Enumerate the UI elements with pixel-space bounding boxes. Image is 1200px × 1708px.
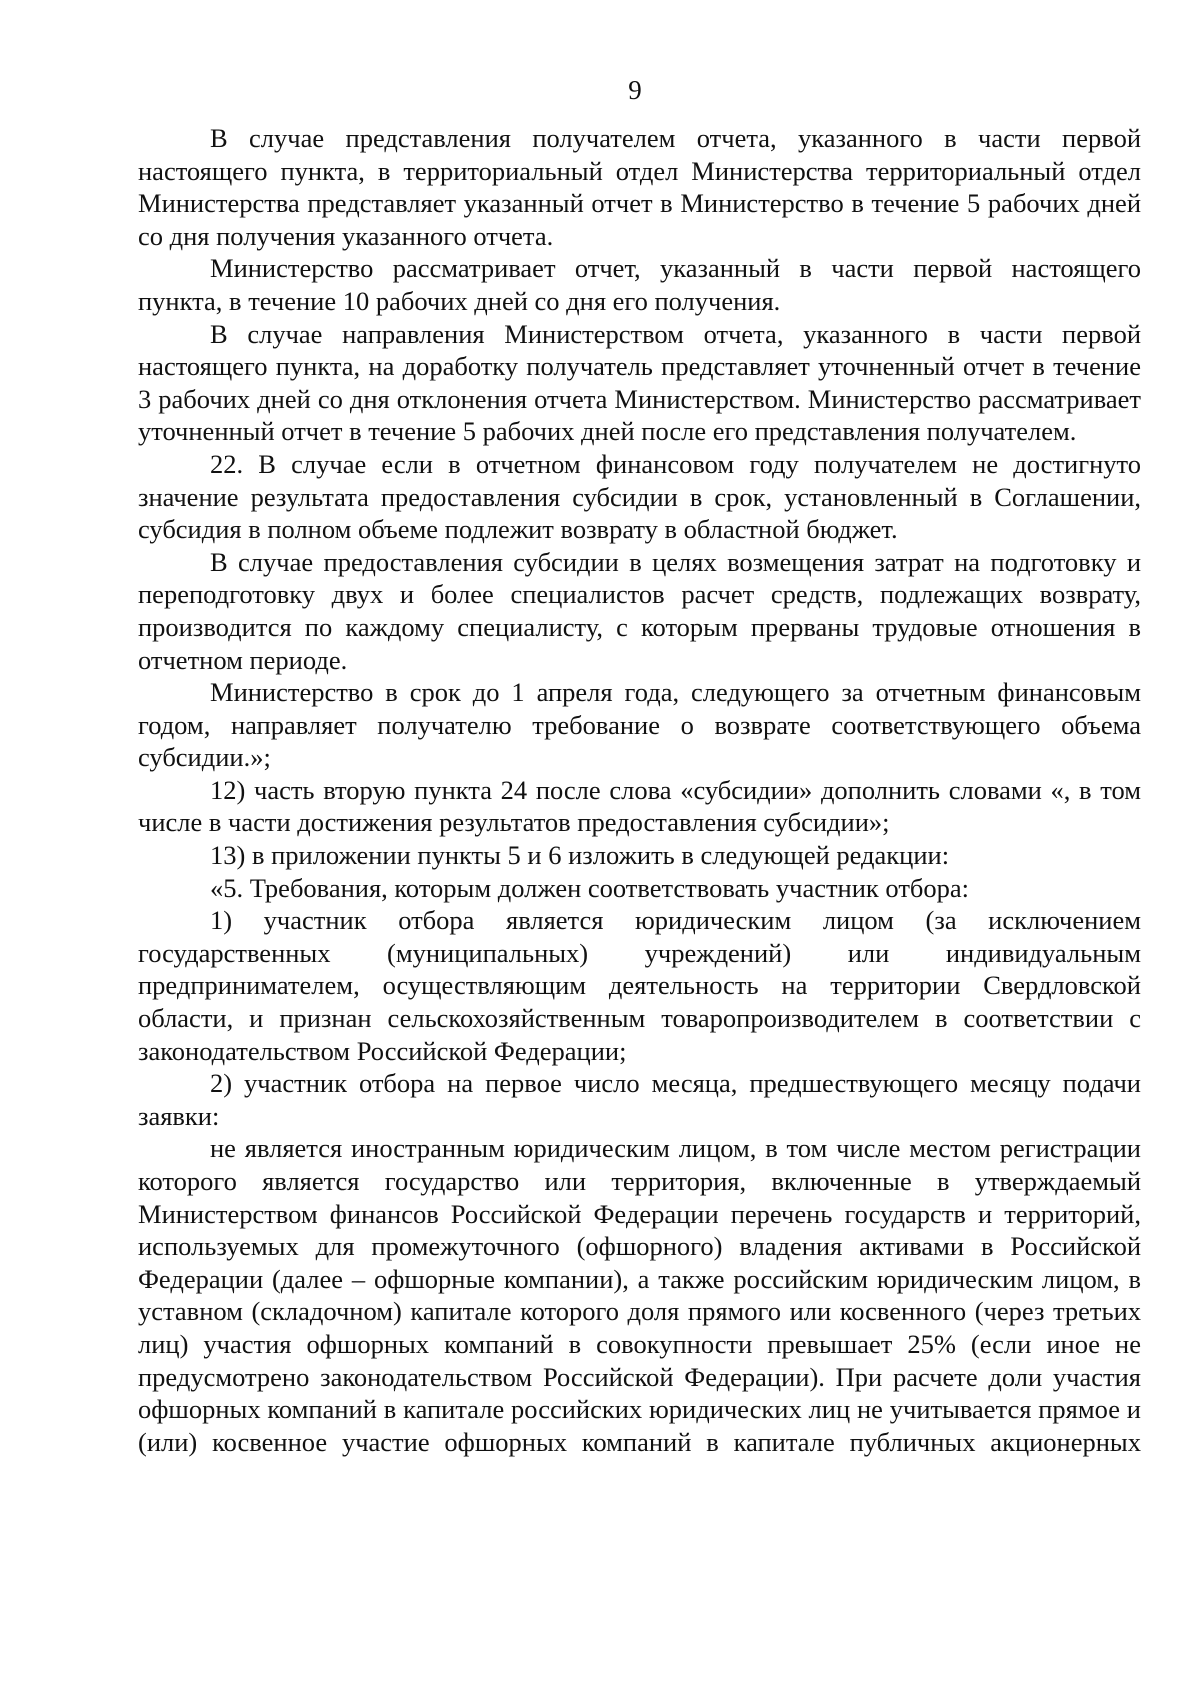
- paragraph-refund-demand: Министерство в срок до 1 апреля года, следующего за отчетным финансовым годом, направляет получателю требование о возврате соответствующего объема субсидии.»;: [138, 677, 1141, 773]
- paragraph-report-submission: В случае представления получателем отчета, указанного в части первой настоящего пункта, в территориальный отдел Министерства территориальный отдел Министерства представляет указанный отчет в Министерство в течение 5 рабочих дней со дня получения указанного отчета.: [138, 123, 1141, 251]
- paragraph-requirement-2: 2) участник отбора на первое число месяца, предшествующего месяцу подачи заявки:: [138, 1068, 1141, 1131]
- paragraph-ministry-review: Министерство рассматривает отчет, указанный в части первой настоящего пункта, в течение 10 рабочих дней со дня его получения.: [138, 253, 1141, 316]
- paragraph-report-revision: В случае направления Министерством отчета, указанного в части первой настоящего пункта, на доработку получатель представляет уточненный отчет в течение 3 рабочих дней со дня отклонения отчета Министерством. Министерство рассматривает уточненный отчет в течение 5 рабочих дней после его представления получателем.: [138, 318, 1141, 447]
- page-number: 9: [628, 75, 642, 105]
- paragraph-amendment-12: 12) часть вторую пункта 24 после слова «субсидии» дополнить словами «, в том числе в части достижения результатов предоставления субсидии»;: [138, 774, 1141, 838]
- paragraph-requirements-heading: «5. Требования, которым должен соответствовать участник отбора:: [210, 872, 970, 903]
- paragraph-specialists-refund: В случае предоставления субсидии в целях возмещения затрат на подготовку и переподготовку двух и более специалистов расчет средств, подлежащих возврату, производится по каждому специалисту, с которым прерваны трудовые отношения в отчетном периоде.: [138, 546, 1141, 675]
- paragraph-offshore-condition: не является иностранным юридическим лицом, в том числе местом регистрации которого является государство или территория, включенные в утверждаемый Министерством финансов Российской Федерации перечень государств и территорий, используемых для промежуточного (офшорного) владения активами в Российской Федерации (далее – офшорные компании), а также российским юридическим лицом, в уставном (складочном) капитале которого доля прямого или косвенного (через третьих лиц) участия офшорных компаний в совокупности превышает 25% (если иное не предусмотрено законодательством Российской Федерации). При расчете доли участия офшорных компаний в капитале российских юридических лиц не учитывается прямое и (или) косвенное участие офшорных компаний в капитале публичных акционерных: [138, 1133, 1141, 1457]
- paragraph-amendment-13: 13) в приложении пункты 5 и 6 изложить в следующей редакции:: [210, 840, 950, 871]
- paragraph-requirement-1: 1) участник отбора является юридическим лицом (за исключением государственных (муниципальных) учреждений) или индивидуальным предпринимателем, осуществляющим деятельность на территории Свердловской области, и признан сельскохозяйственным товаропроизводителем в соответствии с законодательством Российской Федерации;: [138, 905, 1141, 1066]
- paragraph-item-22: 22. В случае если в отчетном финансовом году получателем не достигнуто значение результата предоставления субсидии в срок, установленный в Соглашении, субсидия в полном объеме подлежит возврату в областной бюджет.: [138, 448, 1141, 545]
- document-body: [138, 122, 1141, 1458]
